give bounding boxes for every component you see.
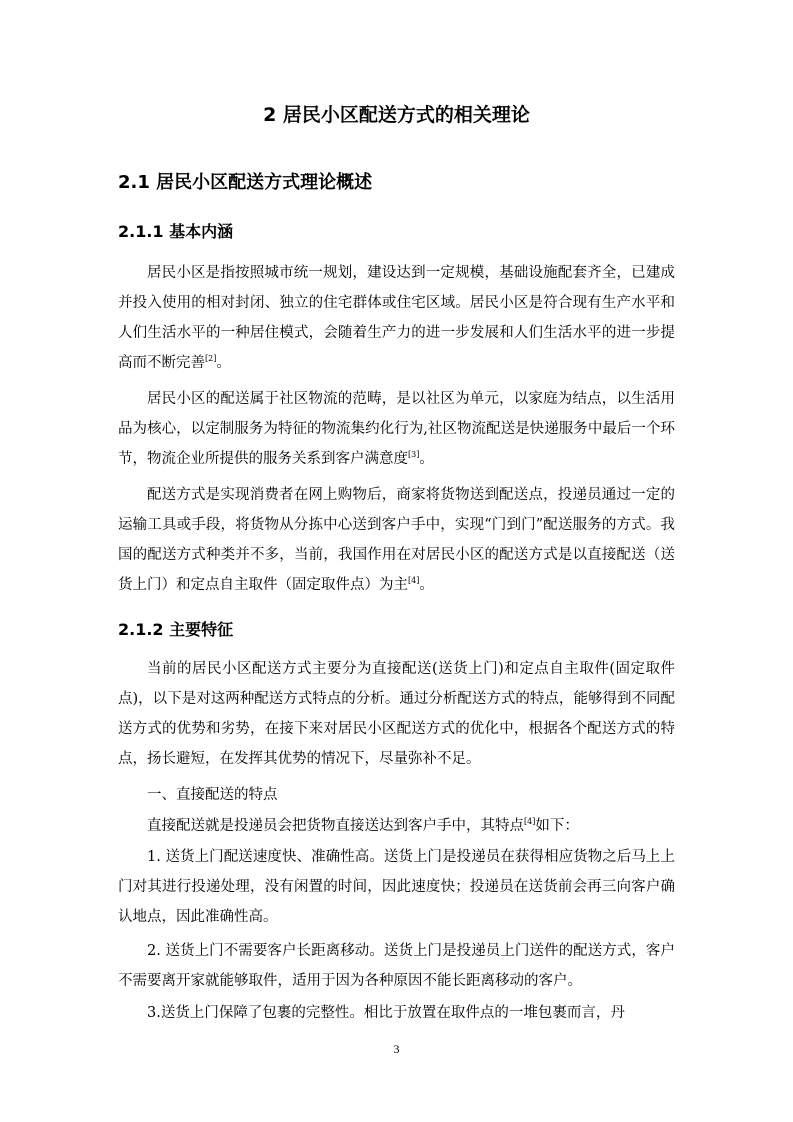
- paragraph: [118, 480, 675, 600]
- subsection-title-basic-meaning: 2.1.1 基本内涵: [118, 222, 234, 241]
- paragraph-text: 居民小区是指按照城市统一规划，建设达到一定规模，基础设施配套齐全，已建成并投入使用的相对封闭、独立的住宅群体或住宅区域。居民小区是符合现有生产水平和人们生活水平的一种居住模式，会随着生产力的进一步发展和人们生活水平的进一步提高而不断完善: [118, 265, 675, 371]
- citation: [4]: [524, 817, 536, 826]
- citation: [4]: [408, 576, 420, 585]
- paragraph: [118, 936, 675, 996]
- chapter-title: 2 居民小区配送方式的相关理论: [263, 104, 530, 126]
- citation: [2]: [205, 354, 217, 363]
- paragraph: [118, 842, 675, 932]
- paragraph-end: 。: [216, 355, 231, 371]
- citation: [3]: [408, 450, 420, 459]
- paragraph-text: 3.送货上门保障了包裹的完整性。相比于放置在取件点的一堆包裹而言，丹: [147, 1005, 625, 1021]
- paragraph-text: 一、直接配送的特点: [147, 787, 278, 803]
- paragraph-end: 如下：: [535, 818, 579, 834]
- paragraph: [118, 998, 675, 1028]
- paragraph: [118, 811, 675, 841]
- paragraph-text: 配送方式是实现消费者在网上购物后，商家将货物送到配送点，投递员通过一定的运输工具或手段，将货物从分拣中心送到客户手中，实现“门到门”配送服务的方式。我国的配送方式种类并不多，当前，我国作用在对居民小区的配送方式是以直接配送（送货上门）和定点自主取件（固定取件点）为主: [118, 487, 675, 593]
- paragraph: [118, 780, 675, 810]
- paragraph: [118, 654, 675, 774]
- paragraph-text: 2. 送货上门不需要客户长距离移动。送货上门是投递员上门送件的配送方式，客户不需要离开家就能够取件，适用于因为各种原因不能长距离移动的客户。: [118, 943, 675, 989]
- paragraph-text: 居民小区的配送属于社区物流的范畴，是以社区为单元，以家庭为结点，以生活用品为核心，以定制服务为特征的物流集约化行为,社区物流配送是快递服务中最后一个环节，物流企业所提供的服务关系到客户满意度: [118, 391, 675, 467]
- paragraph: [118, 384, 675, 474]
- page-number: 3: [393, 1042, 400, 1056]
- paragraph-text: 直接配送就是投递员会把货物直接送达到客户手中，其特点: [147, 818, 524, 834]
- paragraph-end: 。: [419, 577, 434, 593]
- paragraph-text: 1. 送货上门配送速度快、准确性高。送货上门是投递员在获得相应货物之后马上上门对其进行投递处理，没有闲置的时间，因此速度快；投递员在送货前会再三向客户确认地点，因此准确性高。: [118, 849, 675, 925]
- section-title: 2.1 居民小区配送方式理论概述: [118, 172, 373, 193]
- paragraph-end: 。: [419, 451, 434, 467]
- subsection-title-main-features: 2.1.2 主要特征: [118, 620, 234, 639]
- paragraph: [118, 258, 675, 378]
- paragraph-text: 当前的居民小区配送方式主要分为直接配送(送货上门)和定点自主取件(固定取件点)，以下是对这两种配送方式特点的分析。通过分析配送方式的特点，能够得到不同配送方式的优势和劣势，在接下来对居民小区配送方式的优化中，根据各个配送方式的特点，扬长避短，在发挥其优势的情况下，尽量弥补不足。: [118, 661, 675, 767]
